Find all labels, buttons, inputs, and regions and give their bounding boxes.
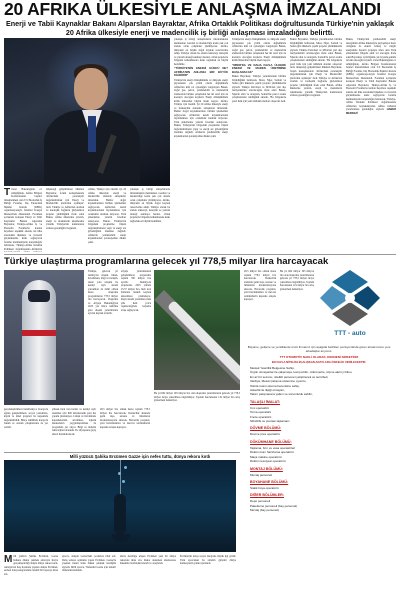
ad-general-item: Teknik resim okuma becerisine sahip,	[250, 383, 300, 388]
article1-text-5c: Afrika, Türkiye için önemli. İyi 20 Afrika ülkesiyle enerji ve madencilik alanında anlaşmalar imzaladık. Bunlar doğal kaynaklarımızı birlikte işlememizi sağlayacak. Afrika'nın kendi kaynaklarından faydalanması için ortaklıklar kurmak istiyoruz. Türk şirketlerine yatırım fırsatları sunuyoruz. Bakan, Türkiye'nin bölgedeki projelerine ilişkin değerlendirmeler yaptı ve enerji arz güvenliğinin önemine değindi. Afrika'da yenilenebilir enerji kaynaklarının potansiyeline dikkat çekti.	[174, 99, 228, 138]
article1-column-5	[174, 38, 228, 252]
article1-text-6b: Bakan Bayraktar, Türkiye yatırımlarının birlikte büyüdüğünü belirterek, Mısır, Nijer, Somali ve Sudan gibi ülkelerle çeşitli projeler yürüttüklerini söyledi. Türkiye Petrolleri ve MTA'nın yurt dışı faaliyetlerinin artırılacağını ifade eden Bakan, Nijerde altın ve uranyum, Somali'de petrol arama çalışmalarının sürdüğünü aktardı. 'Bu bölgelerde yerel halk için yeni istihdam alanları oluşacak' dedi.	[232, 75, 286, 103]
article1-text-5b: Türkiye'nin enerji dönüşümünde ve dünyada enerji piyasasının çok yönlü olarak değişiminde Afrika'nın kilit rol oynadığını vurgulayan Bakan, doğal gaz, petrol, yenilenebilir ve madencilik alanlarında birlikte çalışmanın her iki taraf için de kazançlı olacağını kaydetti. Enerji dönüşümünde kritik mineraller büyük önem taşıyor.	[174, 78, 228, 103]
article3-column-2: sporcu, dalışını Gazze'deki çocuklara ithaf etti. Dalış sonrası açıklama yapan Ercümen, Gazze'de yaşanan insani krize dikkat çekmek istediğini söyledi. Milli sporcu, 'Nefesimi Gazze için tuttum' ifadelerini kullandı.	[62, 555, 116, 572]
ad-section-list	[242, 406, 396, 424]
article1-lead: Enerji ve Tabii Kaynaklar Bakanı Alparslan Bayraktar, Afrika Ortaklık Politikası doğrultusunda Türkiye'nin yaklaşık 20 Afrika ülkesiyle enerji ve madencilik iş birliği anlaşması imzaladığını belirtti.	[5, 19, 395, 37]
ad-section-item: Silindirik ve puntası taşlamacı	[250, 419, 290, 424]
ad-section-item: Dövme pres operatörü	[250, 432, 280, 437]
ad-intro: Büyüme, gelişme ve yeniliklerde öncü firmamız için aşağıda belirtilen pozisyonlarda görev almak üzere yeni arkadaşlar arıyoruz.	[247, 345, 391, 353]
article2-column-7: 28,5 milyar lira olmak üzere toplam 778,5 milyar lira harcanacak. Denizcilik alanında gemi inşa, tersane ve limanların modernizasyonu sürecek. Havacılık projeleri, yeni havalimanları ve mevcut terminallerin kapasite artışını kapsıyor.	[244, 270, 276, 301]
ad-general-list	[242, 366, 396, 397]
article2-column-4: yüksek hızlı tren hatları ve kentiçi raylı sistemler için 600 kilometrelik yeni hat yapımı planlanıyor. Liman ve havalimanı kapasitelerinin artırılması, lojistik merkezlerin yaygınlaştırılması da programda yer alıyor. Bilgi ve iletişim teknolojileri alanında 5G altyapısına geçiş süreci hızlandırılacak.	[52, 408, 96, 436]
ttt-auto-logo	[318, 268, 382, 330]
article1-text-7a: Bakan Bayraktar, Türkiye yatırımlarının birlikte büyüdüğünü belirterek, Mısır, Nijer, Somali ve Sudan gibi ülkelerle çeşitli projeler yürüttüklerini söyledi. Türkiye Petrolleri ve MTA'nın yurt dışı faaliyetlerinin artırılacağını ifade eden Bakan, Nijerde altın ve uranyum, Somali'de petrol arama çalışmalarının sürdüğünü aktardı. 'Bu bölgelerde yerel halk için yeni istihdam alanları oluşacak' dedi.	[290, 38, 342, 69]
ad-section-item: Freze operatörü	[250, 414, 272, 419]
ad-section-item: Cnc operatörü	[250, 405, 270, 410]
ad-section-title: DÖVME BÖLÜMÜ:	[250, 426, 282, 431]
article1-subhead-1: "TÜRKİYE'NİN ENERJİ GÜNCÜ NE? AFRİKA'NIN ANLAMLI BİR BÜYÜK KİLİDİDİR"	[174, 66, 228, 77]
article2-column-3: gerçekleştirilmesi hedefleniyor. Karayolu ağının genişletilmesi, otoyol yatırımları, köprü ve tünel projeleri bu kapsamda değerlendirildi. Bütçe teklifinde karayolu bakım ve onarım çalışmalarına da yer verildi.	[4, 408, 48, 429]
ad-section-list	[242, 486, 396, 490]
drop-cap: M	[4, 555, 13, 565]
railway-aerial-photo	[154, 270, 240, 390]
article1-text-1: icaret Bakanlığının ev sahipliğinde, Afrika Bölgesi Konferansının beşinci düzenlenmesi olan T-S Ekonomik İş Birliği Forumu, Dış Ekonomik İlişkiler Kurulu (DEİK) organizasyonuyla İstanbul Kongre Merkezi'nde düzenlendi. Forumun açılışında konuşan Enerji ve Tabii Kaynaklar Bakanı Alparslan Bayraktar, Türkiye-Afrika İş ve Ekonomi Forumu'na katılan heyetlere teşekkür ederek, iki ülke arasındaki ilişkilere ve ticaretin güçlenmesine katkı sağlayacak forumu memnuniyetle karşıladığını belirterek, 'Türkiye-Afrika Ortaklık Politikası' doğrultusunda Afrika'nın	[4, 188, 42, 251]
article3-text-1: illi yüzücü Şahika Ercümen, Gazze halkına dikkat çekmek amacıyla Kaş'ta gerçekleştirdiği dalışla dünya rekoru kırdı. Antalya'nın Kaş ilçesinde yapılan dalışta Ercümen, serbest dalış kategorisinde önemli bir başarıya imza attı.	[4, 555, 58, 576]
section-divider-1	[4, 254, 396, 255]
ad-section-list	[242, 446, 396, 464]
ad-general-item: Takım çalışmasına yatkın ve sorumluluk sahibi,	[250, 392, 313, 397]
ad-section-item: Paketleme personeli (bay personel)	[250, 503, 298, 508]
article1-column-7	[290, 38, 342, 252]
ad-general-item: Askerlik ile ilişiği olmayan,	[250, 388, 285, 393]
article1-text-5a: yaklaşık iş birliği anlaşmalarını imzalamaktan memnunuz. Gazdan ve madenciliğe kadar pek çok alanda ortak çalışmalar yürütüyoruz. Afrika, dünyanın en büyük doğal kaynak rezervlerine sahip. Türkiye olarak bu alanda teknoloji, deneyim ve yatırım desteği sunmaya hazırız. Ortak projelerle bölgenin kalkınmasına katkı sağlamak en büyük hedefimiz.	[174, 38, 228, 66]
article3-column-3: metre derinliğe ulaşan Ercümen yeni bir dünya rekoruna imza attı. Rekor denemesi uluslararası hakemler tarafından izlendi ve onaylandı.	[120, 555, 176, 565]
ad-general-item: Ürgün olmayanlar ile çalışmaya, kompozitör, mikrometre, ölçme aleti iyi bilen,	[250, 370, 353, 375]
article2-column-6: Bu yıl 662 milyar 195 milyon lira olan ulaştırma yatırımlarının gelecek yıl 778,5 milyar liraya çıkarılması öngörülüyor. Toplam harcamanın 119 milyar lira artış göstermesi bekleniyor.	[154, 392, 240, 402]
ad-general-item: En az bir sezonu, nitelikli personel yetiştirecek ve tecrübeli,	[250, 374, 329, 379]
ad-section-item: Montaj (bay personel)	[250, 508, 280, 513]
article1-column-2: müştereği geliştirilmesi hükmen Bayraktar, forum konuşmasında 'Afrika'daki potansiyeli değerlendirmek için Enerji ve Madencilik' platformu açılmıştır' dedi. Türkiye ve Afrika'nın dostluk ve kardeşlik bağlarını güçlendiren projeler yürüttüğünü ifade eden Bakan, Afrika ülkelerine yatırım, enerji ve madenlerin işlenmesine yönelik Türkiye'nin katkılarının artması gerektiğini vurguladı.	[46, 188, 84, 230]
article3-column-1	[4, 555, 58, 593]
ad-section-item: Statik boya operatörü	[250, 485, 279, 490]
ad-section-item: Maça makine operatörü	[250, 454, 282, 459]
ad-section-item: Torna operatörü	[250, 410, 272, 415]
article2-column-5: 28,5 milyar lira olmak üzere toplam 778,5 milyar lira harcanacak. Denizcilik alanında gemi inşa, tersane ve limanların modernizasyonu sürecek. Havacılık projeleri, yeni havalimanları ve mevcut terminallerin kapasite artışını kapsıyor.	[100, 408, 150, 429]
section-divider-2	[4, 452, 240, 453]
article3-column-4: Ercümen'in dalışı sosyal medyada büyük ilgi gördü. Türk sporcunun bu anlamlı girişimi dünya kamuoyunda yankı uyandırdı.	[180, 555, 236, 565]
ad-section-list	[242, 473, 396, 477]
ad-section-item: Depo personeli	[250, 499, 271, 504]
ad-section-title: MONTAJ BÖLÜMÜ:	[250, 466, 283, 471]
ad-section-title: DİĞER BÖLÜMLER:	[250, 493, 284, 498]
article1-text-7b: müştereği geliştirilmesi hükmen Bayraktar, forum konuşmasında 'Afrika'daki potansiyeli değerlendirmek için Enerji ve Madencilik' platformu açılmıştır' dedi. Türkiye ve Afrika'nın dostluk ve kardeşlik bağlarını güçlendiren projeler yürüttüğünü ifade eden Bakan, Afrika ülkelerine yatırım, enerji ve madenlerin işlenmesine yönelik Türkiye'nin katkılarının artması gerektiğini vurguladı.	[290, 66, 342, 97]
ad-subline: EN FAZLA NİTELİKLİ/ÇALIŞKAN ADAYLARA ÖNCELİK VERİLECEKTİR.	[271, 360, 367, 364]
ad-section-title: TALAŞLI İMALAT:	[250, 399, 281, 404]
minister-photo	[4, 38, 170, 186]
article1-column-4: yaklaşık iş birliği anlaşmalarını imzalamaktan memnunuz. Gazdan ve madenciliğe kadar pek çok alanda ortak çalışmalar yürütüyoruz. Afrika, dünyanın en büyük doğal kaynak rezervlerine sahip. Türkiye olarak bu alanda teknoloji, deneyim ve yatırım desteği sunmaya hazırız. Ortak projelerle bölgenin kalkınmasına katkı sağlamak en büyük hedefimiz.	[130, 188, 170, 223]
article1-byline: HABER MERKEZİ	[346, 108, 396, 115]
ad-section-item: Montaj personeli	[250, 472, 273, 477]
ad-section-title: BOYAHANE BÖLÜMÜ:	[250, 479, 289, 484]
ad-section-item: Döküm kum hazırlama operatörü	[250, 450, 294, 455]
ad-section-list	[242, 432, 396, 436]
ad-section-item: Taşlama, fırın ve vesa operatörleri	[250, 445, 296, 450]
ad-general-item: Meslek Yeterlilik Belgesine Sahip,	[250, 366, 295, 370]
diver-photo	[4, 460, 236, 552]
article1-column-8	[346, 38, 396, 252]
article1-text-6a: Türkiye'nin enerji dönüşümünde ve dünyada enerji piyasasının çok yönlü olarak değişiminde Afrika'nın kilit rol oynadığını vurgulayan Bakan, doğal gaz, petrol, yenilenebilir ve madencilik alanlarında birlikte çalışmanın her iki taraf için de kazançlı olacağını kaydetti. Enerji dönüşümünde kritik mineraller büyük önem taşıyor.	[232, 38, 286, 62]
article1-column-6	[232, 38, 286, 252]
article1-headline: 20 AFRIKA ÜLKESİYLE ANLAŞMA İMZALANDI	[4, 0, 381, 19]
train-photo	[4, 270, 84, 405]
article3-headline: Milli yüzücü Şahika Ercümen Gazze için nefes tuttu, dünya rekoru kırdı	[69, 454, 211, 459]
ad-section-item: Döküm tesviyesi operatörü	[250, 459, 286, 464]
article2-column-1: Türkiye, gelecek yıl demiryolu ulaşım, liman, havalimanı, bilgi ve iletişim, deniz yolu ulaşımı ile kentiçi raylı sistem yatırımları da dahil olmak üzere ulaştırma programlarına 778,5 milyar lira harcayacak. Ulaştırma ve Altyapı Bakanlığı'nın 2025 yılı bütçe teklifine göre ulaşım yatırımlarına ayrılan kaynak artırıldı.	[88, 270, 118, 315]
ad-section-title: DÖKÜMHANE BÖLÜMÜ:	[250, 439, 292, 444]
ad-company-line: TTT OTOMOTİV NAKLİ OLARAK, DERHENİ SİRKETİNİZ	[279, 355, 359, 359]
ad-general-item: Vardiya, Mesai Çalışma sistemine uyumlu,	[250, 379, 307, 384]
ad-section-list	[242, 499, 396, 512]
ttt-auto-logo-text: TTT - auto	[334, 330, 366, 337]
drop-cap: T	[4, 188, 11, 198]
article2-column-8: Bu yıl 662 milyar 195 milyon lira olan ulaştırma yatırımlarının gelecek yıl 778,5 milyar liraya çıkarılması öngörülüyor. Toplam harcamanın 119 milyar lira artış göstermesi bekleniyor.	[280, 270, 314, 291]
article2-headline: Türkiye ulaştırma programlarına gelecek yıl 778,5 milyar lira harcayacak	[4, 256, 329, 267]
article2-column-2: altyapı yatırımlarının geliştirilmesi projelerine toplam 350 milyar lira ayrıldı. Demiryolu projelerine 2025 yılında 25,57 milyar lira, hızlı tren hatlarına önemli kaynak aktarılması planlanıyor. Raylı sistem yatırımları hem yük hem yolcu taşımacılığında kapasite artışı sağlayacak.	[121, 270, 151, 312]
article1-text-8a: Bakan, Türkiye'nin yenilenebilir enerji deneyimini Afrika ülkeleriyle paylaşmaya hazır olduğunu da ekledi. Güneş ve rüzgâr enerjisinde başarılı projelere imza atan Türk şirketlerinin bölgede aktif rol alacağını ifade eden Bayraktar, iş birliğinin çok boyutlu şekilde devam edeceğini söyledi.	[346, 38, 396, 62]
article1-column-3: Afrika, Türkiye için önemli. İyi 20 Afrika ülkesiyle enerji ve madencilik alanında anlaşmalar imzaladık. Bunlar doğal kaynaklarımızı birlikte işlememizi sağlayacak. Afrika'nın kendi kaynaklarından faydalanması için ortaklıklar kurmak istiyoruz. Türk şirketlerine yatırım fırsatları sunuyoruz. Bakan, Türkiye'nin bölgedeki projelerine ilişkin değerlendirmeler yaptı ve enerji arz güvenliğinin önemine değindi. Afrika'da yenilenebilir enerji kaynaklarının potansiyeline dikkat çekti.	[88, 188, 126, 244]
article1-subhead-2: "MISIR'DA VE DAHA FAZLA ÜLKEDE ENERJİ VE MADEN ÜRETİMİNE BAŞLANACAK"	[232, 62, 286, 74]
job-ad	[242, 345, 396, 594]
article1-column-1	[4, 188, 42, 252]
article1-text-8b: icaret Bakanlığının ev sahipliğinde, Afrika Bölgesi Konferansının beşinci düzenlenmesi olan T-S Ekonomik İş Birliği Forumu, Dış Ekonomik İlişkiler Kurulu (DEİK) organizasyonuyla İstanbul Kongre Merkezi'nde düzenlendi. Forumun açılışında konuşan Enerji ve Tabii Kaynaklar Bakanı Alparslan Bayraktar, Türkiye-Afrika İş ve Ekonomi Forumu'na katılan heyetlere teşekkür ederek, iki ülke arasındaki ilişkilere ve ticaretin güçlenmesine katkı sağlayacak forumu memnuniyetle karşıladığını belirterek, 'Türkiye-Afrika Ortaklık Politikası' doğrultusunda Afrika'nın kaynaklarından Afrika halkının yararlanması gerektiğini söyledi.	[346, 59, 396, 111]
